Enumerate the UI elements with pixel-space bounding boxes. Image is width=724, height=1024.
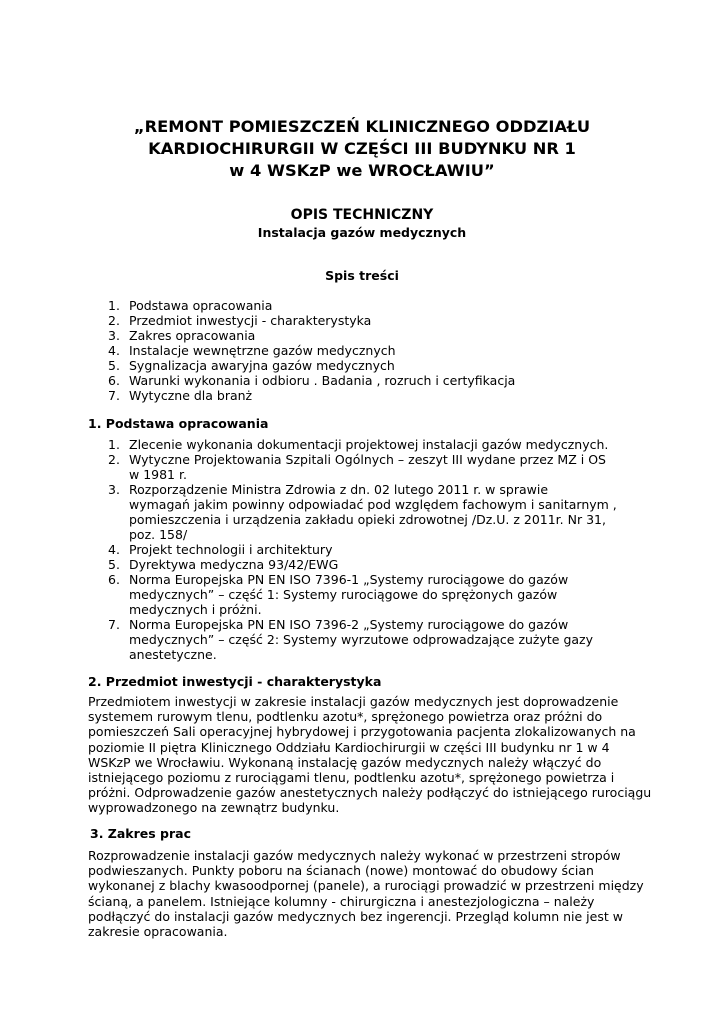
toc-list [88,298,515,403]
toc-item: 1. Podstawa opracowania [108,298,273,313]
section-2-heading: 2. Przedmiot inwestycji - charakterystyka [88,674,382,689]
toc-item: 5. Sygnalizacja awaryjna gazów medycznych [108,358,395,373]
title-line: w 4 WSKzP we WROCŁAWIU” [229,161,495,180]
toc-item: 4. Instalacje wewnętrzne gazów medycznych [108,343,396,358]
section-1-list [88,437,617,662]
title-line: „REMONT POMIESZCZEŃ KLINICZNEGO ODDZIAŁU [133,117,591,136]
document-subject: Instalacja gazów medycznych [257,225,467,240]
section-3-heading: 3. Zakres prac [90,826,192,841]
toc-heading: Spis treści [325,268,399,283]
document-type: OPIS TECHNICZNY [290,207,434,223]
section-1-heading: 1. Podstawa opracowania [88,416,269,431]
toc-item: 7. Wytyczne dla branż [108,388,253,403]
list-item: 3. Rozporządzenie Ministra Zdrowia z dn. 02 lutego 2011 r. w sprawie wymagań jakim powinny odpowiadać pod względem fachowym i sanitarnym , pomieszczenia i urządzenia zakładu opieki zdrowotnej /Dz.U. z 2011r. Nr 31, poz. 158/ [108,482,617,542]
toc-item: 3. Zakres opracowania [108,328,256,343]
list-item: 2. Wytyczne Projektowania Szpitali Ogólnych – zeszyt III wydane przez MZ i OS w 1981 r. [108,452,606,482]
list-item: 7. Norma Europejska PN EN ISO 7396-2 „Systemy rurociągowe do gazów medycznych” – część 2: Systemy wyrzutowe odprowadzające zużyte gazy anestetyczne. [108,617,594,662]
list-item: 4. Projekt technologii i architektury [108,542,333,557]
toc-item: 6. Warunki wykonania i odbioru . Badania , rozruch i certyfikacja [108,373,516,388]
section-3-paragraph: Rozprowadzenie instalacji gazów medycznych należy wykonać w przestrzeni stropów podwieszanych. Punkty poboru na ścianach (nowe) montować do obudowy ścian wykonanej z blachy kwasoodpornej (panele), a rurociągi prowadzić w przestrzeni między ścianą, a panelem. Istniejące kolumny - chirurgiczna i anestezjologiczna – należy podłączyć do instalacji gazów medycznych bez ingerencji. Przegląd kolumn nie jest w zakresie opracowania. [88,848,644,940]
section-2-paragraph: Przedmiotem inwestycji w zakresie instalacji gazów medycznych jest doprowadzenie systemem rurowym tlenu, podtlenku azotu*, sprężonego powietrza oraz próżni do pomieszczeń Sali operacyjnej hybrydowej i przygotowania pacjenta zlokalizowanych na poziomie II piętra Klinicznego Oddziału Kardiochirurgii w części III budynku nr 1 w 4 WSKzP we Wrocławiu. Wykonaną instalację gazów medycznych należy włączyć do istniejącego poziomu z rurociągami tlenu, podtlenku azotu*, sprężonego powietrza i próżni. Odprowadzenie gazów anestetycznych należy podłączyć do istniejącego rurociągu wyprowadzonego na zewnątrz budynku. [88,694,652,816]
list-item: 1. Zlecenie wykonania dokumentacji projektowej instalacji gazów medycznych. [108,437,609,452]
title-line: KARDIOCHIRURGII W CZĘŚCI III BUDYNKU NR 1 [148,139,576,158]
list-item: 5. Dyrektywa medyczna 93/42/EWG [108,557,339,572]
list-item: 6. Norma Europejska PN EN ISO 7396-1 „Systemy rurociągowe do gazów medycznych” – część 1: Systemy rurociągowe do sprężonych gazów medycznych i próżni. [108,572,569,617]
document-title [60,116,664,182]
toc-item: 2. Przedmiot inwestycji - charakterystyka [108,313,372,328]
